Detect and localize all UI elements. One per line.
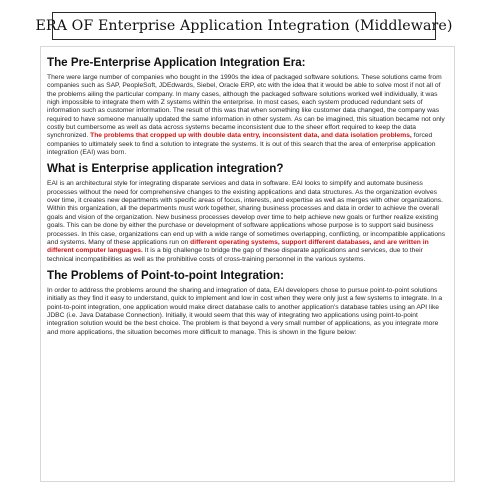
highlighted-text: The problems that cropped up with double data entry, inconsistent data, and data isolation problems, [90,132,412,140]
section-heading-pre-eai: The Pre-Enterprise Application Integration Era: [47,56,306,69]
paragraph-text: In order to address the problems around the sharing and integration of data, EAI developers chose to pursue point-to-point solutions initially as they find it easy to understand, quick to implement and low in cost when they were only just a few systems to integrate. In a point-to-point integration, one application would make direct database calls to another application's database tables using an API like JDBC (i.e. Java Database Connection). Initially, it would seem that this way of integrating two applications using point-to-point integration solution would be the best choice. The problem is that beyond a very small number of applications, as you integrate more and more applications, the situation becomes more difficult to manage. This is shown in the figure below: [47,286,443,336]
article-body [40,46,455,482]
section-heading-what-is-eai: What is Enterprise application integration? [47,162,284,176]
paragraph-text: It is a big challenge to bridge the gap of these disparate applications and services, due to their technical incompatibilities as well as the prohibitive costs of cross-training personnel in the various systems. [47,247,423,263]
highlighted-text: different operating systems, support different databases, and are written in different computer languages. [47,238,429,255]
section-paragraph-point-to-point [47,287,448,337]
section-paragraph-pre-eai [47,74,448,157]
section-paragraph-what-is-eai [47,180,448,263]
paragraph-text: There were large number of companies who bought in the 1990s the idea of packaged software solutions. These solutions came from companies such as SAP, PeopleSoft, JDEdwards, Siebel, Oracle ERP, etc with the idea that it would be able to solve most if not all of the problems ailing the particular company. In many cases, although the packaged software solutions worked well individually, it was nigh impossible to integrate them with Z systems within the enterprise. In most cases, each system produced redundant sets of information such as customer information. The result of this was that when something like customer data changed, the company was required to have someone manually updated the same information in other system. As can be imagined, this situation became not only costly but cumbersome as well as data across systems became inconsistent due to the sheer effort required to keep the data synchronized. [47,74,445,140]
paragraph-text: forced companies to ultimately seek to find a solution to integrate the systems. It is out of this search that the area of enterprise application integration (EAI) was born. [47,132,436,157]
section-heading-point-to-point: The Problems of Point-to-point Integration: [47,268,285,282]
page-title: ERA OF Enterprise Application Integration (Middleware) [52,12,436,40]
paragraph-text: EAI is an architectural style for integrating disparate services and data in software. EAI looks to simplify and automate business processes without the need for comprehensive changes to the existing applications and data structures. As the organization evolves over time, it creates new departments with specific areas of focus, interests, and expertise as well as merges with other organizations. Within this organization, all the departments must work together, sharing business processes and data in order to achieve the overall goals and vision of the organization. New business processes develop over time to help achieve new goals or further realize existing goals. This can be done by either the purchase or development of software applications whose purpose is to support said business processes. In this case, organizations can end up with a wide range of sometimes overlapping, conflicting, or incompatible applications and systems. Many of these applications run on [47,180,446,246]
